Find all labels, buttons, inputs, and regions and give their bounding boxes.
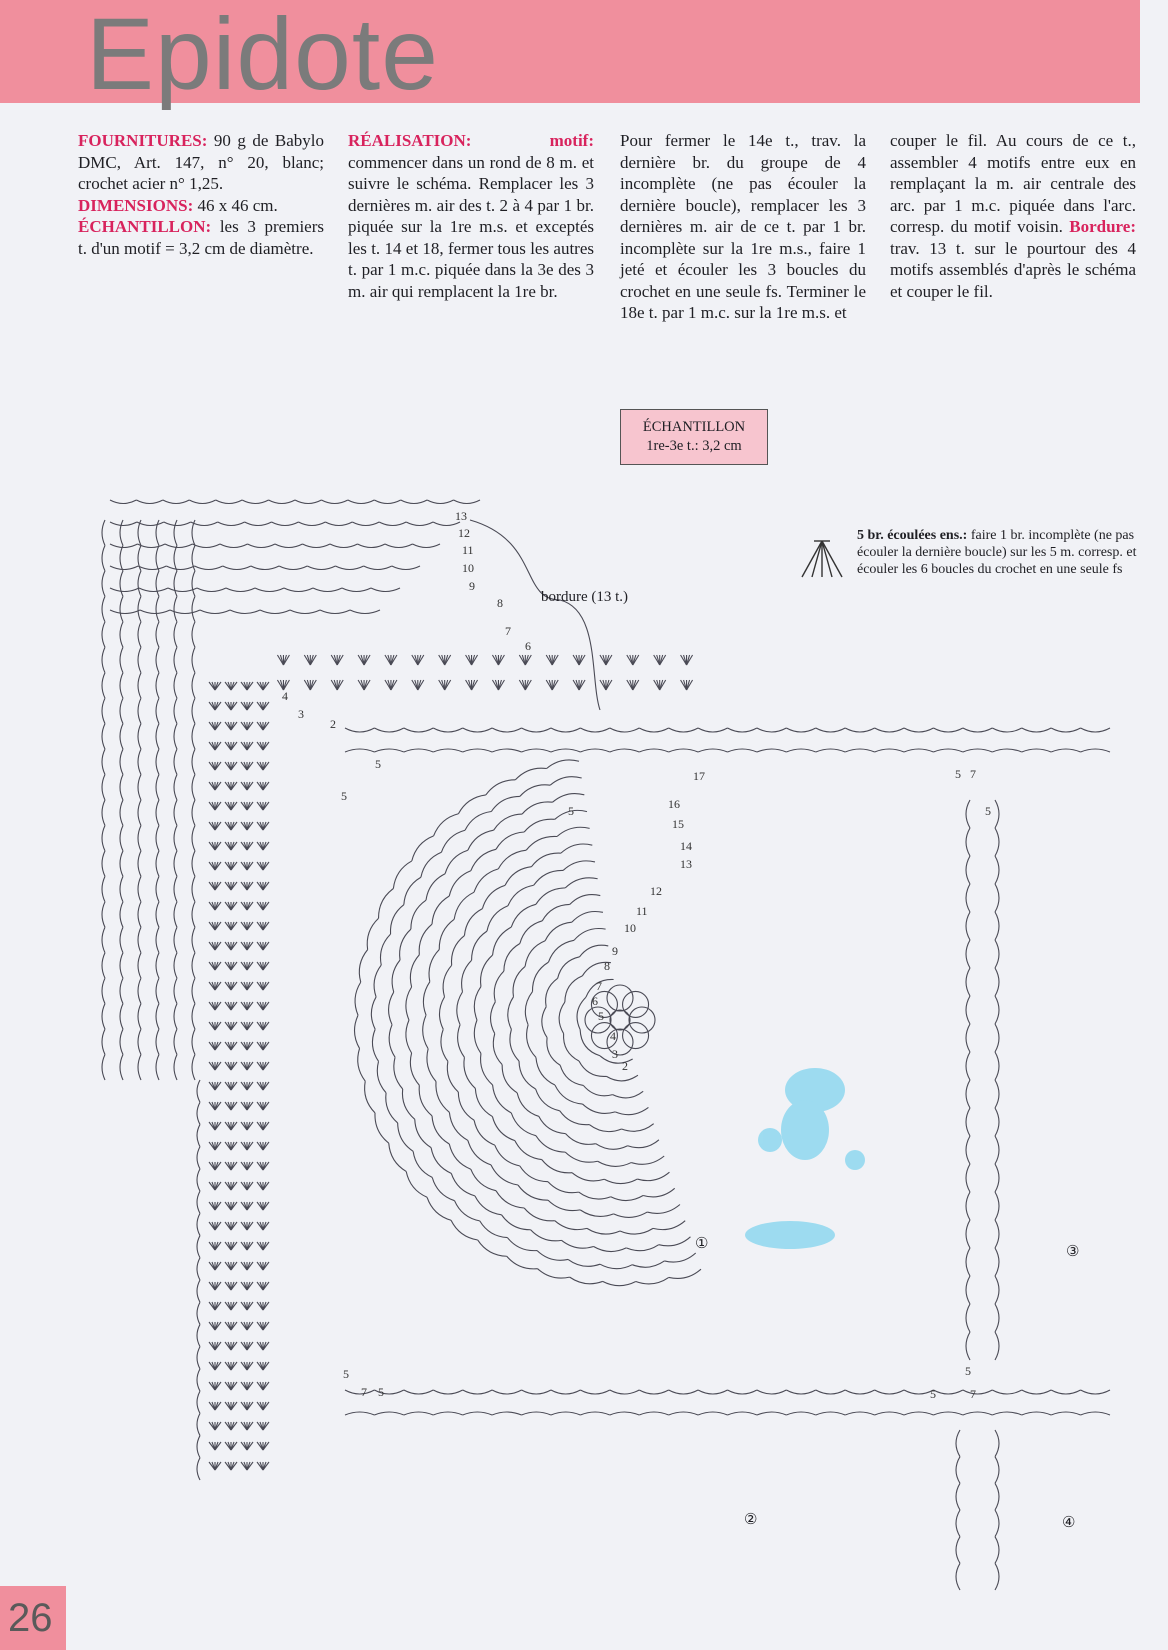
fournitures-label: FOURNITURES:	[78, 131, 208, 150]
svg-text:10: 10	[624, 921, 636, 935]
svg-text:15: 15	[672, 817, 684, 831]
motif-number-3: ③	[1066, 1244, 1080, 1260]
svg-text:14: 14	[680, 839, 692, 853]
svg-text:12: 12	[650, 884, 662, 898]
sample-box-title: ÉCHANTILLON	[642, 419, 746, 435]
svg-text:7: 7	[596, 979, 602, 993]
svg-text:7: 7	[361, 1385, 367, 1399]
legend-title: 5 br. écoulées ens.:	[857, 528, 968, 543]
svg-text:5: 5	[598, 1009, 604, 1023]
svg-text:6: 6	[525, 639, 531, 653]
fournitures-text: 90 g de Babylo DMC, Art. 147, n° 20, blanc; crochet acier n° 1,25.	[78, 131, 324, 193]
svg-text:16: 16	[668, 797, 680, 811]
svg-text:5: 5	[568, 804, 574, 818]
svg-text:17: 17	[693, 769, 705, 783]
legend-text: faire 1 br. incomplète (ne pas écouler la dernière boucle) sur les 5 m. corresp. et écouler les 6 boucles du crochet en une seule fs	[857, 528, 1137, 577]
svg-text:9: 9	[469, 579, 475, 593]
svg-text:5: 5	[930, 1387, 936, 1401]
svg-text:7: 7	[970, 767, 976, 781]
svg-text:5: 5	[985, 804, 991, 818]
echantillon-text: les 3 premiers t. d'un motif = 3,2 cm de diamètre.	[78, 217, 324, 258]
echantillon-label: ÉCHANTILLON:	[78, 217, 212, 236]
svg-text:4: 4	[610, 1029, 616, 1043]
sticker-figure	[745, 1068, 865, 1249]
svg-text:3: 3	[298, 707, 304, 721]
svg-text:12: 12	[458, 526, 470, 540]
svg-text:7: 7	[505, 624, 511, 638]
svg-text:5: 5	[375, 757, 381, 771]
svg-text:8: 8	[497, 596, 503, 610]
svg-text:5: 5	[955, 767, 961, 781]
svg-text:11: 11	[636, 904, 648, 918]
instructions-text: Pour fermer le 14e t., trav. la dernière br. du groupe de 4 incomplète (ne pas écouler la dernière boucle), remplacer les 3 dernières m. air de ce t. par 1 br. incomplète sur la 1re m.s., faire 1 jeté et écouler les 3 boucles du crochet en une seule fs. Terminer le 18e t. par 1 m.c. sur la 1re m.s. et	[620, 131, 866, 322]
svg-text:5: 5	[343, 1367, 349, 1381]
svg-text:5: 5	[965, 1364, 971, 1378]
svg-text:2: 2	[330, 717, 336, 731]
svg-text:8: 8	[604, 959, 610, 973]
svg-text:5: 5	[341, 789, 347, 803]
svg-text:13: 13	[680, 857, 692, 871]
svg-text:9: 9	[612, 944, 618, 958]
svg-text:5: 5	[378, 1385, 384, 1399]
svg-text:6: 6	[592, 994, 598, 1008]
svg-text:2: 2	[622, 1059, 628, 1073]
motif-number-4: ④	[1062, 1515, 1076, 1531]
svg-text:10: 10	[462, 561, 474, 575]
bordure-label: Bordure:	[1069, 217, 1136, 236]
assembly-text: couper le fil. Au cours de ce t., assembler 4 motifs entre eux en remplaçant la m. air centrale des arc. par 1 m.c. piquée dans l'arc. corresp. du motif voisin.	[890, 131, 1136, 236]
svg-text:13: 13	[455, 509, 467, 523]
dimensions-label: DIMENSIONS:	[78, 195, 194, 215]
realisation-text: commencer dans un rond de 8 m. et suivre le schéma. Remplacer les 3 dernières m. air des t. 2 à 4 par 1 br. piquée sur la 1re m.s. et exceptés les t. 14 et 18, fermer tous les autres t. par 1 m.c. piquée dans la 3e des 3 m. air qui remplacent la 1re br.	[348, 152, 594, 301]
svg-text:4: 4	[282, 689, 288, 703]
svg-text:11: 11	[462, 543, 474, 557]
realisation-label: RÉALISATION: motif:	[348, 131, 594, 150]
svg-text:7: 7	[970, 1387, 976, 1401]
svg-text:3: 3	[612, 1047, 618, 1061]
motif-number-2: ②	[744, 1512, 758, 1528]
motif-number-1: ①	[695, 1236, 709, 1252]
sample-box-value: 1re-3e t.: 3,2 cm	[646, 438, 742, 454]
bordure-label: bordure (13 t.)	[541, 589, 629, 605]
page-title: Epidote	[86, 0, 439, 111]
bordure-text: trav. 13 t. sur le pourtour des 4 motifs assemblés d'après le schéma et couper le fil.	[890, 238, 1136, 301]
dimensions-text: 46 x 46 cm.	[193, 195, 278, 215]
page-number: 26	[0, 1586, 66, 1650]
